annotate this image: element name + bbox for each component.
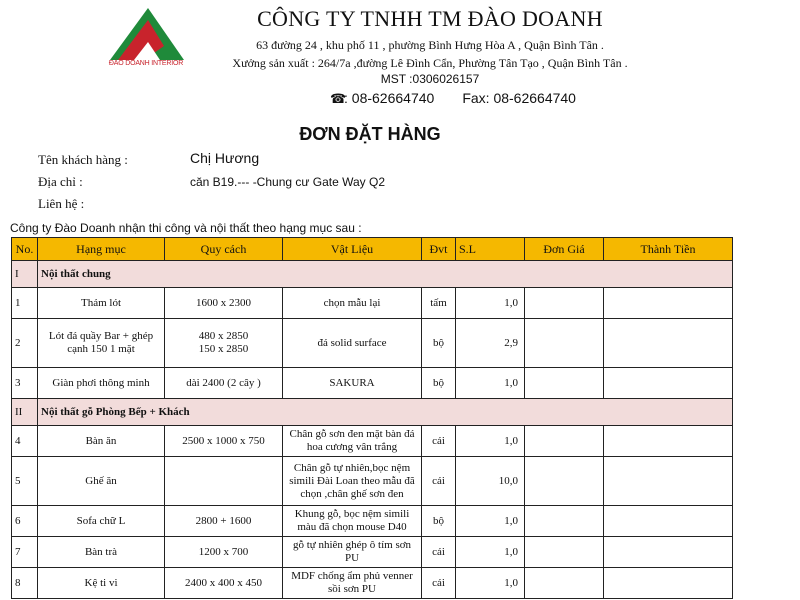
- table-row: [12, 568, 733, 599]
- cell-no: 3: [12, 368, 38, 399]
- cell-spec: 480 x 2850 150 x 2850: [165, 319, 283, 368]
- table-header-row: [12, 238, 733, 261]
- cell-spec: 2500 x 1000 x 750: [165, 426, 283, 457]
- contact-phone-row: ☎: 08-62664740 Fax: 08-62664740: [330, 90, 576, 106]
- section-number: II: [12, 399, 38, 426]
- contact-label: Liên hệ :: [38, 196, 85, 211]
- section-row: [12, 399, 733, 426]
- tax-id: MST :0306026157: [380, 72, 480, 86]
- cell-qty: 2,9: [456, 319, 525, 368]
- cell-unit-price: [525, 319, 604, 368]
- cell-no: 2: [12, 319, 38, 368]
- cell-item: Bàn ăn: [38, 426, 165, 457]
- customer-label: Tên khách hàng :: [38, 152, 128, 167]
- cell-total: [604, 368, 733, 399]
- phone-number: 08-62664740: [351, 90, 435, 106]
- fax-label: Fax:: [462, 90, 490, 106]
- cell-total: [604, 426, 733, 457]
- cell-item: Bàn trà: [38, 537, 165, 568]
- cell-item: Thảm lót: [38, 288, 165, 319]
- cell-total: [604, 568, 733, 599]
- cell-spec: 1600 x 2300: [165, 288, 283, 319]
- workshop-address: Xưởng sản xuất : 264/7a ,đường Lê Đình Cẩn, Phường Tân Tạo , Quận Bình Tân .: [232, 56, 628, 70]
- cell-unit: bộ: [422, 368, 456, 399]
- cell-spec: 2800 + 1600: [165, 506, 283, 537]
- customer-value: Chị Hương: [190, 150, 260, 166]
- cell-no: 6: [12, 506, 38, 537]
- cell-unit-price: [525, 457, 604, 506]
- col-header-unit: Đvt: [422, 238, 456, 261]
- cell-total: [604, 537, 733, 568]
- telephone-icon: ☎: [330, 91, 347, 106]
- intro-text: Công ty Đào Doanh nhận thi công và nội thất theo hạng mục sau :: [10, 221, 362, 235]
- cell-unit: cái: [422, 426, 456, 457]
- logo-text: ĐÀO DOANH INTERIOR: [108, 60, 184, 67]
- fax-number: 08-62664740: [493, 90, 576, 106]
- cell-item: Kệ ti vi: [38, 568, 165, 599]
- company-name: CÔNG TY TNHH TM ĐÀO DOANH: [257, 6, 603, 31]
- order-table: [11, 237, 733, 599]
- cell-unit-price: [525, 537, 604, 568]
- table-row: [12, 457, 733, 506]
- company-address: 63 đường 24 , khu phố 11 , phường Bình Hưng Hòa A , Quận Bình Tân .: [256, 38, 604, 52]
- document-title: ĐƠN ĐẶT HÀNG: [299, 124, 441, 144]
- cell-material: gỗ tự nhiên ghép ô tím sơn PU: [283, 537, 422, 568]
- section-number: I: [12, 261, 38, 288]
- cell-item: Ghế ăn: [38, 457, 165, 506]
- cell-qty: 1,0: [456, 506, 525, 537]
- cell-unit: tấm: [422, 288, 456, 319]
- cell-no: 5: [12, 457, 38, 506]
- cell-material: Chân gỗ sơn đen mặt bàn đá hoa cương vân trắng: [283, 426, 422, 457]
- cell-qty: 1,0: [456, 537, 525, 568]
- cell-spec: 1200 x 700: [165, 537, 283, 568]
- cell-unit-price: [525, 368, 604, 399]
- section-title: Nội thất chung: [38, 261, 733, 288]
- table-row: [12, 368, 733, 399]
- cell-total: [604, 319, 733, 368]
- cell-material: Khung gỗ, bọc nệm simili màu đã chọn mouse D40: [283, 506, 422, 537]
- logo-mountain-icon: [104, 6, 188, 62]
- cell-unit: cái: [422, 568, 456, 599]
- cell-qty: 1,0: [456, 568, 525, 599]
- cell-unit-price: [525, 506, 604, 537]
- col-header-material: Vật Liệu: [283, 238, 422, 261]
- cell-qty: 1,0: [456, 426, 525, 457]
- cell-material: SAKURA: [283, 368, 422, 399]
- cell-total: [604, 288, 733, 319]
- table-row: [12, 426, 733, 457]
- cell-unit-price: [525, 426, 604, 457]
- cell-material: MDF chống ẩm phủ venner sồi sơn PU: [283, 568, 422, 599]
- cell-unit: cái: [422, 457, 456, 506]
- cell-unit-price: [525, 568, 604, 599]
- address-label: Địa chỉ :: [38, 174, 83, 189]
- cell-material: đá solid surface: [283, 319, 422, 368]
- table-row: [12, 319, 733, 368]
- col-header-qty: S.L: [456, 238, 525, 261]
- cell-qty: 10,0: [456, 457, 525, 506]
- cell-total: [604, 506, 733, 537]
- col-header-unit-price: Đơn Giá: [525, 238, 604, 261]
- cell-spec: dài 2400 (2 cây ): [165, 368, 283, 399]
- cell-item: Lót đá quầy Bar + ghép cạnh 150 1 mặt: [38, 319, 165, 368]
- cell-spec: 2400 x 400 x 450: [165, 568, 283, 599]
- section-row: [12, 261, 733, 288]
- table-row: [12, 506, 733, 537]
- cell-material: chọn mẫu lại: [283, 288, 422, 319]
- company-logo: [104, 6, 188, 72]
- cell-qty: 1,0: [456, 288, 525, 319]
- cell-no: 1: [12, 288, 38, 319]
- cell-item: Sofa chữ L: [38, 506, 165, 537]
- cell-no: 8: [12, 568, 38, 599]
- cell-no: 4: [12, 426, 38, 457]
- col-header-total: Thành Tiền: [604, 238, 733, 261]
- cell-unit: bộ: [422, 506, 456, 537]
- section-title: Nội thất gỗ Phòng Bếp + Khách: [38, 399, 733, 426]
- col-header-item: Hạng mục: [38, 238, 165, 261]
- col-header-spec: Quy cách: [165, 238, 283, 261]
- table-row: [12, 288, 733, 319]
- cell-qty: 1,0: [456, 368, 525, 399]
- cell-total: [604, 457, 733, 506]
- cell-no: 7: [12, 537, 38, 568]
- table-row: [12, 537, 733, 568]
- cell-material: Chân gỗ tự nhiên,bọc nệm simili Đài Loan theo mẫu đã chọn ,chân ghế sơn đen: [283, 457, 422, 506]
- cell-spec: [165, 457, 283, 506]
- cell-unit-price: [525, 288, 604, 319]
- cell-unit: cái: [422, 537, 456, 568]
- address-value: căn B19.--- -Chung cư Gate Way Q2: [190, 175, 385, 189]
- col-header-no: No.: [12, 238, 38, 261]
- cell-unit: bộ: [422, 319, 456, 368]
- cell-item: Giàn phơi thông minh: [38, 368, 165, 399]
